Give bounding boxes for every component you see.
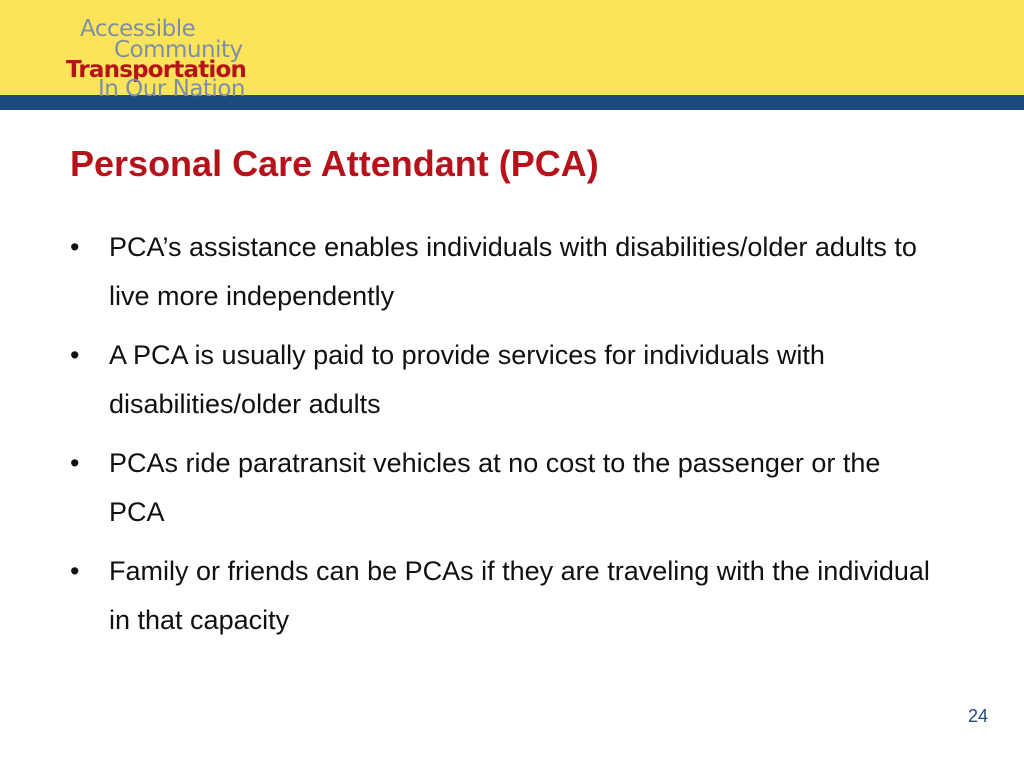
bullet-item bbox=[70, 331, 930, 429]
bullet-item bbox=[70, 439, 930, 537]
page-number: 24 bbox=[967, 706, 988, 726]
action-logo bbox=[66, 14, 266, 102]
bullet-text: PCAs ride paratransit vehicles at no cost to the passenger or the PCA bbox=[109, 448, 881, 527]
bullet-text: A PCA is usually paid to provide services for individuals with disabilities/older adults bbox=[109, 340, 825, 419]
bullet-text: PCA’s assistance enables individuals with disabilities/older adults to live more independently bbox=[109, 232, 917, 311]
bullet-marker: • bbox=[70, 232, 80, 262]
bullet-item bbox=[70, 223, 930, 321]
logo-line-transportation: Transportation bbox=[66, 57, 247, 83]
bullet-text: Family or friends can be PCAs if they are traveling with the individual in that capacity bbox=[109, 556, 930, 635]
bullet-marker: • bbox=[70, 556, 80, 586]
logo-line-accessible: Accessible bbox=[80, 16, 196, 42]
bullet-list bbox=[70, 223, 930, 655]
logo-line-in-our-nation: In Our Nation bbox=[98, 76, 245, 102]
slide-title: Personal Care Attendant (PCA) bbox=[70, 143, 599, 184]
bullet-item bbox=[70, 547, 930, 645]
bullet-marker: • bbox=[70, 448, 80, 478]
bullet-marker: • bbox=[70, 340, 80, 370]
logo-line-community: Community bbox=[114, 37, 243, 63]
